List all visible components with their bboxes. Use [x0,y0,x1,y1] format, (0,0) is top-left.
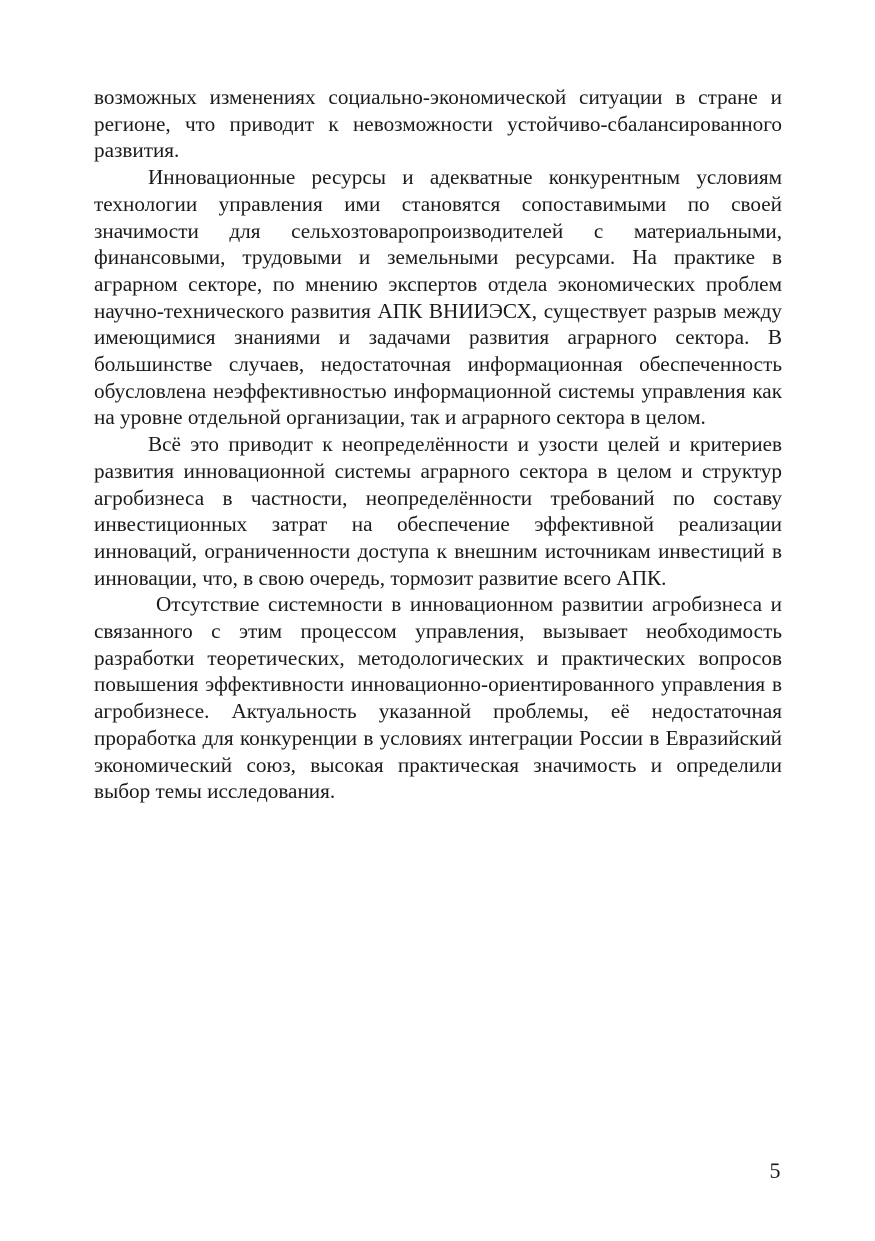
page-number: 5 [769,1158,781,1183]
paragraph-continuation: возможных изменениях социально-экономической ситуации в стране и регионе, что приводит к невозможности устойчиво-сбалансированного развития. [94,85,782,163]
paragraph-innovation-resources: Инновационные ресурсы и адекватные конкурентным условиям технологии управления ими становятся сопоставимыми по своей значимости для сельхозтоваропроизводителей с материальными, финансовыми, трудовыми и земельными ресурсами. На практике в аграрном секторе, по мнению экспертов отдела экономических проблем научно-технического развития АПК ВНИИЭСХ, существует разрыв между имеющимися знаниями и задачами развития аграрного сектора. В большинстве случаев, недостаточная информационная обеспеченность обусловлена неэффективностью информационной системы управления как на уровне отдельной организации, так и аграрного сектора в целом. [94,165,782,430]
paragraph-uncertainty: Всё это приводит к неопределённости и узости целей и критериев развития инновационной системы аграрного сектора в целом и структур агробизнеса в частности, неопределённости требований по составу инвестиционных затрат на обеспечение эффективной реализации инноваций, ограниченности доступа к внешним источникам инвестиций в инновации, что, в свою очередь, тормозит развитие всего АПК. [94,432,782,590]
paragraph-research-relevance: Отсутствие системности в инновационном развитии агробизнеса и связанного с этим процессом управления, вызывает необходимость разработки теоретических, методологических и практических вопросов повышения эффективности инновационно-ориентированного управления в агробизнесе. Актуальность указанной проблемы, её недостаточная проработка для конкуренции в условиях интеграции России в Евразийский экономический союз, высокая практическая значимость и определили выбор темы исследования. [94,592,782,804]
page-body [94,84,782,805]
